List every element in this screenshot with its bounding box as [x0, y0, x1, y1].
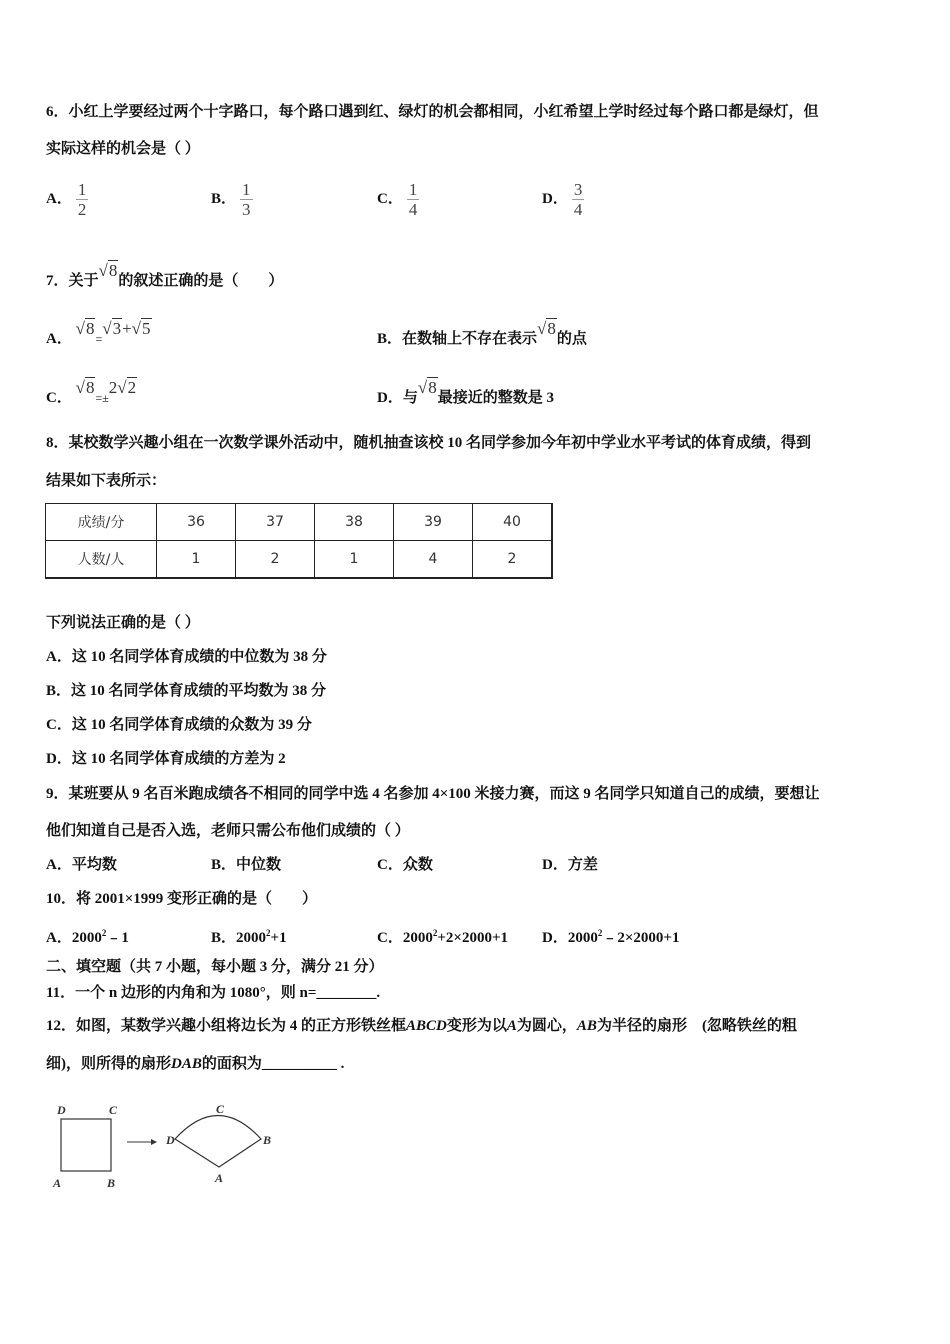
- table-cell: 1: [315, 541, 394, 579]
- sector-label-c: C: [216, 1102, 225, 1116]
- q7-option-a: A． √8=√3+√5: [46, 319, 151, 347]
- q6-stem-line2: 实际这样的机会是（ ）: [46, 141, 200, 157]
- q8-stem-line1: 8．某校数学兴趣小组在一次数学课外活动中，随机抽查该校 10 名同学参加今年初中学业水平考试的体育成绩，得到: [46, 435, 812, 451]
- sector-label-d: D: [166, 1133, 175, 1147]
- table-header: 成绩/分: [46, 504, 157, 541]
- q9-stem-line1: 9．某班要从 9 名百米跑成绩各不相同的同学中选 4 名参加 4×100 米接力赛，而这 9 名同学只知道自己的成绩，要想让: [46, 786, 820, 802]
- table-cell: 2: [236, 541, 315, 579]
- table-cell: 39: [394, 504, 473, 541]
- table-header: 人数/人: [46, 541, 157, 579]
- q9-stem-line2: 他们知道自己是否入选，老师只需公布他们成绩的（ ）: [46, 823, 410, 839]
- square-shape: [61, 1119, 111, 1171]
- table-cell: 40: [473, 504, 553, 541]
- q12-stem-line1: 12．如图，某数学兴趣小组将边长为 4 的正方形铁丝框ABCD变形为以A为圆心，AB为半径的扇形 (忽略铁丝的粗: [46, 1018, 797, 1034]
- label-d: D: [57, 1103, 66, 1117]
- q6-option-b: B． $\frac{1}{3}$: [211, 180, 251, 219]
- q8-option-c: C．这 10 名同学体育成绩的众数为 39 分: [46, 717, 312, 733]
- q8-option-d: D．这 10 名同学体育成绩的方差为 2: [46, 751, 286, 767]
- table-row: [46, 541, 553, 579]
- table-cell: 1: [157, 541, 236, 579]
- sector-label-a: A: [215, 1171, 224, 1185]
- q12-stem-line2: 细)，则所得的扇形DAB的面积为__________ .: [46, 1056, 345, 1072]
- section-heading: 二、填空题（共 7 小题，每小题 3 分，满分 21 分）: [46, 959, 384, 975]
- table-cell: 2: [473, 541, 553, 579]
- q7-stem: 7．关于√8的叙述正确的是（ ）: [46, 261, 284, 289]
- arrow-head-icon: [151, 1139, 157, 1145]
- q8-stem-line2: 结果如下表所示：: [46, 473, 167, 489]
- score-table: [45, 503, 553, 579]
- q9-option-b: B．中位数: [211, 857, 282, 873]
- q10-option-c: C．$2000^2+2\times 2000+1$: [377, 928, 508, 946]
- q10-option-d: D．$2000^2﹣2\times 2000+1$: [542, 928, 680, 946]
- q8-ask: 下列说法正确的是（ ）: [46, 615, 200, 631]
- sector-shape: [175, 1116, 261, 1168]
- q8-option-a: A．这 10 名同学体育成绩的中位数为 38 分: [46, 649, 327, 665]
- q10-option-b: B．$2000^2+1$: [211, 928, 287, 946]
- table-row: [46, 504, 553, 541]
- table-cell: 38: [315, 504, 394, 541]
- table-cell: 36: [157, 504, 236, 541]
- q7-option-b: B．在数轴上不存在表示√8的点: [377, 319, 587, 347]
- q9-option-d: D．方差: [542, 857, 598, 873]
- q6-option-d: D． $\frac{3}{4}$: [542, 180, 583, 219]
- q6-option-c: C． $\frac{1}{4}$: [377, 180, 418, 219]
- q9-option-c: C．众数: [377, 857, 433, 873]
- label-a: A: [53, 1176, 62, 1190]
- q8-option-b: B．这 10 名同学体育成绩的平均数为 38 分: [46, 683, 327, 699]
- q9-option-a: A．平均数: [46, 857, 117, 873]
- sector-label-b: B: [263, 1133, 272, 1147]
- q11: 11．一个 n 边形的内角和为 1080°，则 n=________.: [46, 985, 381, 1001]
- q10-stem: 10．将 2001×1999 变形正确的是（ ）: [46, 891, 318, 907]
- q6-option-a: A． $\frac{1}{2}$: [46, 180, 87, 219]
- label-c: C: [109, 1103, 118, 1117]
- table-cell: 4: [394, 541, 473, 579]
- q6-stem-line1: 6．小红上学要经过两个十字路口，每个路口遇到红、绿灯的机会都相同，小红希望上学时经过每个路口都是绿灯，但: [46, 104, 819, 120]
- table-cell: 37: [236, 504, 315, 541]
- q12-figure: [45, 1098, 285, 1193]
- q10-option-a: A．2000$^2$﹣1: [46, 928, 129, 946]
- q7-option-c: C． √8=±2√2: [46, 378, 137, 406]
- q7-option-d: D．与√8最接近的整数是 3: [377, 378, 554, 406]
- label-b: B: [107, 1176, 116, 1190]
